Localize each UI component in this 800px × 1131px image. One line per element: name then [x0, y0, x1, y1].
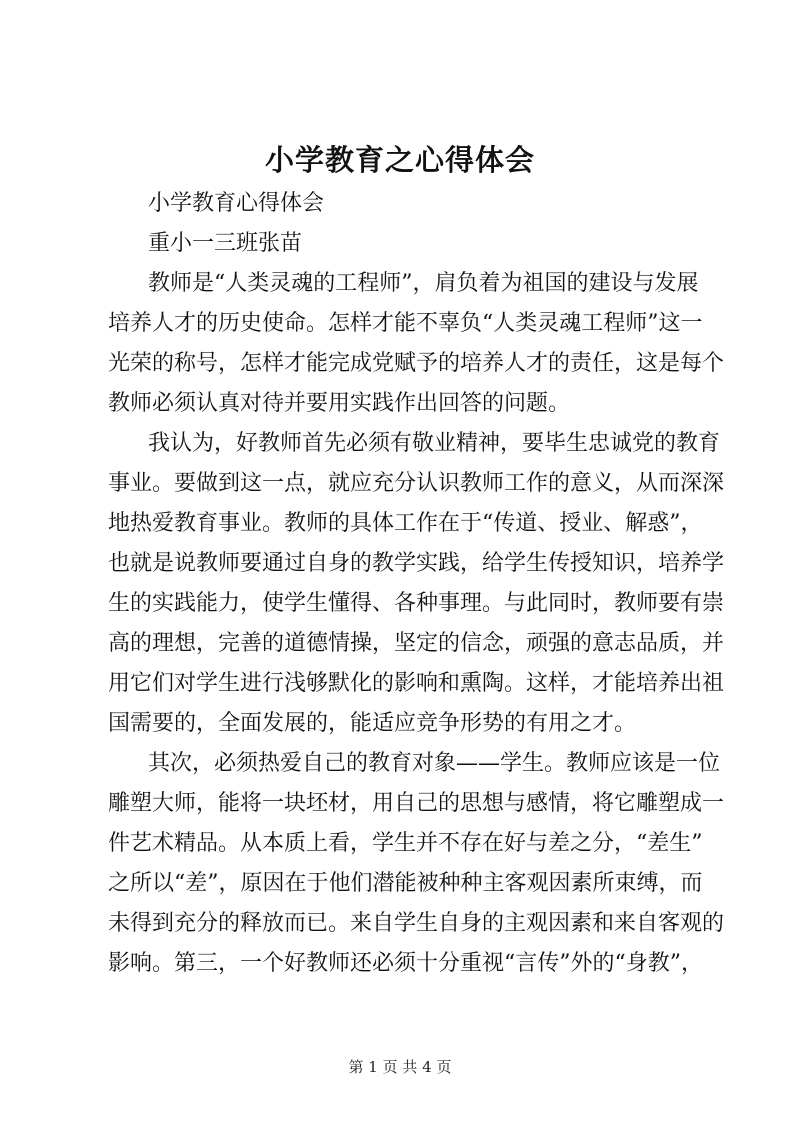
- paragraph-line: 地热爱教育事业。教师的具体工作在于“传道、授业、解惑”，: [108, 511, 703, 536]
- paragraph-line: 也就是说教师要通过自身的教学实践，给学生传授知识，培养学: [108, 551, 725, 576]
- document-title: 小学教育之心得体会: [264, 143, 535, 177]
- paragraph-line: 生的实践能力，使学生懂得、各种事理。与此同时，教师要有崇: [108, 591, 725, 616]
- paragraph-line: 未得到充分的释放而已。来自学生自身的主观因素和来自客观的: [108, 911, 725, 936]
- paragraph-line: 光荣的称号，怎样才能完成党赋予的培养人才的责任，这是每个: [108, 351, 725, 376]
- paragraph-line: 培养人才的历史使命。怎样才能不辜负“人类灵魂工程师”这一: [108, 311, 703, 336]
- paragraph-line: 我认为，好教师首先必须有敬业精神，要毕生忠诚党的教育: [148, 431, 721, 456]
- author-line: 重小一三班张苗: [148, 231, 303, 256]
- paragraph-line: 事业。要做到这一点，就应充分认识教师工作的意义，从而深深: [108, 471, 725, 496]
- paragraph-line: 国需要的，全面发展的，能适应竞争形势的有用之才。: [108, 711, 637, 736]
- paragraph-line: 影响。第三，一个好教师还必须十分重视“言传”外的“身教”，: [108, 951, 703, 976]
- page-number-footer: 第 1 页 共 4 页: [348, 1058, 452, 1076]
- paragraph-line: 高的理想，完善的道德情操，坚定的信念，顽强的意志品质，并: [108, 631, 725, 656]
- paragraph-line: 件艺术精品。从本质上看，学生并不存在好与差之分，“差生”: [108, 831, 703, 856]
- paragraph-line: 之所以“差”，原因在于他们潜能被种种主客观因素所束缚，而: [108, 871, 703, 896]
- document-body: [108, 184, 725, 984]
- subtitle-line: 小学教育心得体会: [148, 191, 325, 216]
- paragraph-line: 教师是“人类灵魂的工程师”，肩负着为祖国的建设与发展: [148, 271, 699, 296]
- paragraph-line: 其次，必须热爱自己的教育对象——学生。教师应该是一位: [148, 751, 721, 776]
- paragraph-line: 用它们对学生进行浅够默化的影响和熏陶。这样，才能培养出祖: [108, 671, 725, 696]
- paragraph-line: 教师必须认真对待并要用实践作出回答的问题。: [108, 391, 571, 416]
- paragraph-line: 雕塑大师，能将一块坯材，用自己的思想与感情，将它雕塑成一: [108, 791, 725, 816]
